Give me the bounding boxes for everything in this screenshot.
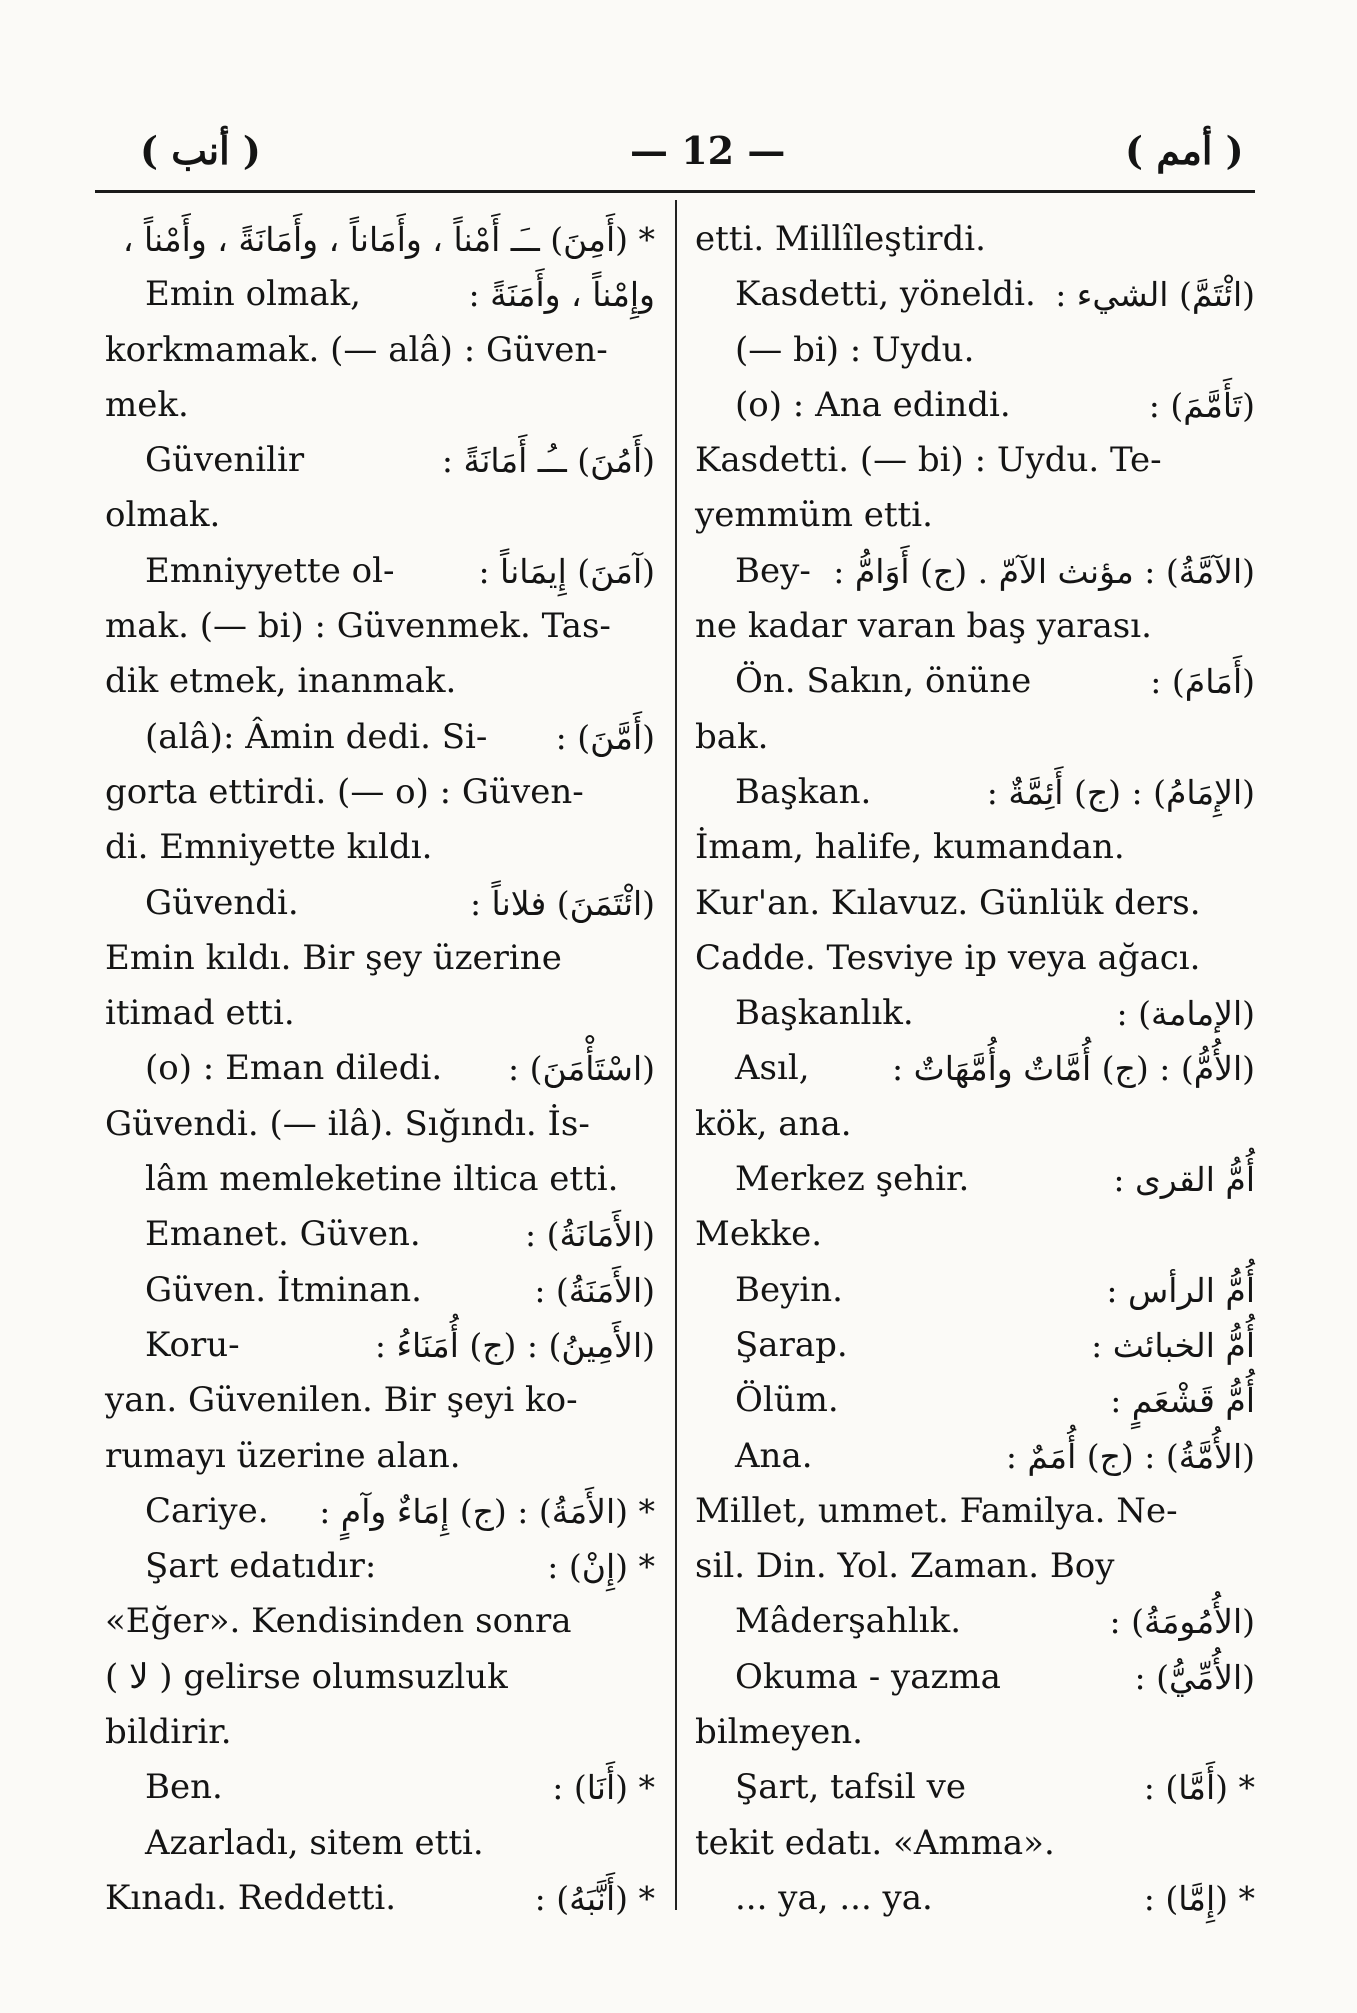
dictionary-line: [695, 654, 1255, 709]
left-running-head: ( أنب ): [140, 128, 261, 173]
dictionary-line: [695, 1207, 1255, 1262]
turkish-definition: Emin kıldı. Bir şey üzerine: [105, 937, 562, 978]
turkish-definition: Ben.: [145, 1767, 223, 1808]
turkish-definition: rumayı üzerine alan.: [105, 1435, 461, 1476]
turkish-definition: Başkan.: [735, 771, 872, 812]
turkish-definition: bak.: [695, 716, 769, 757]
turkish-definition: ( لا ) gelirse olumsuzluk: [105, 1656, 508, 1697]
turkish-definition: yemmüm etti.: [695, 495, 933, 536]
turkish-definition: mek.: [105, 384, 189, 425]
dictionary-line: [695, 1871, 1255, 1926]
turkish-definition: Kınadı. Reddetti.: [105, 1877, 397, 1918]
dictionary-line: [105, 1318, 655, 1373]
turkish-definition: Cadde. Tesviye ip veya ağacı.: [695, 937, 1201, 978]
turkish-definition: Güvendi. (— ilâ). Sığındı. İs-: [105, 1103, 590, 1144]
dictionary-line: [695, 323, 1255, 378]
dictionary-line: [105, 931, 655, 986]
dictionary-line: [695, 1318, 1255, 1373]
dictionary-line: [695, 1263, 1255, 1318]
turkish-definition: Başkanlık.: [735, 993, 914, 1034]
arabic-headword: (أَمُنَ) ــُـ أَمَانَةً :: [441, 441, 655, 481]
turkish-definition: İmam, halife, kumandan.: [695, 827, 1125, 868]
turkish-definition: tekit edatı. «Amma».: [695, 1822, 1055, 1863]
dictionary-line: [695, 1705, 1255, 1760]
turkish-definition: Kasdetti, yöneldi.: [735, 274, 1036, 315]
left-column: [105, 212, 655, 1926]
arabic-headword: (الأَمَانَةُ) :: [525, 1215, 655, 1255]
dictionary-line: [695, 1484, 1255, 1539]
dictionary-line: [105, 544, 655, 599]
arabic-headword: * (إِمَّا) :: [1143, 1878, 1255, 1918]
dictionary-line: [695, 1594, 1255, 1649]
dictionary-line: [695, 488, 1255, 543]
turkish-definition: korkmamak. (— alâ) : Güven-: [105, 329, 608, 370]
turkish-definition: Güvenilir: [145, 440, 305, 481]
dictionary-line: [695, 820, 1255, 875]
dictionary-line: [105, 212, 655, 267]
turkish-definition: Mekke.: [695, 1214, 823, 1255]
dictionary-line: [105, 1650, 655, 1705]
turkish-definition: Okuma - yazma: [735, 1656, 1001, 1697]
dictionary-line: [695, 710, 1255, 765]
dictionary-line: [105, 1041, 655, 1096]
dictionary-line: [105, 267, 655, 322]
turkish-definition: Kasdetti. (— bi) : Uydu. Te-: [695, 440, 1162, 481]
turkish-definition: Emniyyette ol-: [145, 550, 395, 591]
arabic-headword: (ائْتَمَنَ) فلاناً :: [469, 883, 655, 923]
arabic-headword: (تَأَمَّمَ) :: [1148, 385, 1255, 425]
dictionary-line: [105, 1484, 655, 1539]
turkish-definition: Bey-: [735, 550, 811, 591]
dictionary-line: [105, 599, 655, 654]
header-rule: [95, 190, 1255, 193]
turkish-definition: olmak.: [105, 495, 221, 536]
turkish-definition: di. Emniyette kıldı.: [105, 827, 433, 868]
turkish-definition: Azarladı, sitem etti.: [145, 1822, 484, 1863]
dictionary-line: [105, 433, 655, 488]
arabic-headword: (الإِمَامُ) : (ج) أَئِمَّةٌ :: [986, 772, 1255, 812]
dictionary-line: [695, 212, 1255, 267]
arabic-headword: أُمُّ قَشْعَمٍ :: [1110, 1381, 1255, 1421]
dictionary-line: [695, 765, 1255, 820]
dictionary-line: [105, 1263, 655, 1318]
turkish-definition: Millet, ummet. Familya. Ne-: [695, 1490, 1178, 1531]
arabic-headword: * (أَمِنَ) ــَـ أَمْناً ، وأَمَاناً ، وأَمَانَةً ، وأَمْناً ،: [122, 220, 655, 259]
arabic-headword: أُمُّ القرى :: [1113, 1160, 1255, 1200]
turkish-definition: Güven. İtminan.: [145, 1269, 422, 1310]
turkish-definition: Emanet. Güven.: [145, 1214, 421, 1255]
turkish-definition: Beyin.: [735, 1269, 843, 1310]
dictionary-line: [695, 433, 1255, 488]
turkish-definition: Mâderşahlık.: [735, 1601, 961, 1642]
dictionary-line: [105, 710, 655, 765]
turkish-definition: Cariye.: [145, 1490, 269, 1531]
arabic-headword: (الأَمِينُ) : (ج) أُمَنَاءُ :: [374, 1325, 655, 1365]
dictionary-line: [105, 876, 655, 931]
arabic-headword: (الأُمِّيُّ) :: [1134, 1657, 1255, 1697]
turkish-definition: Güvendi.: [145, 882, 299, 923]
turkish-definition: Ölüm.: [735, 1380, 839, 1421]
dictionary-line: [105, 1429, 655, 1484]
turkish-definition: bilmeyen.: [695, 1712, 863, 1753]
arabic-headword: (الآمَّةُ) : مؤنث الآمّ . (ج) أَوَامُّ :: [833, 551, 1255, 591]
dictionary-line: [695, 267, 1255, 322]
turkish-definition: Şart edatıdır:: [145, 1546, 377, 1587]
turkish-definition: sil. Din. Yol. Zaman. Boy: [695, 1546, 1115, 1587]
arabic-headword: * (أَنَّبَهُ) :: [534, 1878, 655, 1918]
turkish-definition: Merkez şehir.: [735, 1159, 970, 1200]
arabic-headword: (آمَنَ) إِيمَاناً :: [478, 551, 655, 591]
dictionary-line: [695, 1816, 1255, 1871]
turkish-definition: Şarap.: [735, 1324, 848, 1365]
dictionary-line: [695, 1097, 1255, 1152]
dictionary-line: [695, 1041, 1255, 1096]
turkish-definition: Emin olmak,: [145, 274, 361, 315]
turkish-definition: (o) : Ana edindi.: [735, 384, 1011, 425]
arabic-headword: (الأُمُّ) : (ج) أُمَّاتٌ وأُمَّهَاتٌ :: [892, 1049, 1255, 1089]
turkish-definition: mak. (— bi) : Güvenmek. Tas-: [105, 606, 611, 647]
turkish-definition: Koru-: [145, 1324, 240, 1365]
turkish-definition: gorta ettirdi. (— o) : Güven-: [105, 771, 584, 812]
arabic-headword: (الأَمَنَةُ) :: [534, 1270, 655, 1310]
dictionary-line: [105, 1097, 655, 1152]
dictionary-line: [105, 765, 655, 820]
turkish-definition: (— bi) : Uydu.: [735, 329, 975, 370]
arabic-headword: * (أَنَا) :: [552, 1768, 655, 1808]
arabic-headword: * (الأَمَةُ) : (ج) إِمَاءٌ وآمٍ :: [319, 1491, 655, 1531]
turkish-definition: Asıl,: [735, 1048, 810, 1089]
dictionary-line: [695, 599, 1255, 654]
turkish-definition: dik etmek, inanmak.: [105, 661, 457, 702]
dictionary-line: [105, 820, 655, 875]
dictionary-line: [105, 1705, 655, 1760]
turkish-definition: yan. Güvenilen. Bir şeyi ko-: [105, 1380, 578, 1421]
dictionary-line: [105, 1816, 655, 1871]
right-running-head: ( أمم ): [1125, 128, 1244, 173]
turkish-definition: kök, ana.: [695, 1103, 852, 1144]
dictionary-line: [105, 1760, 655, 1815]
dictionary-line: [105, 323, 655, 378]
dictionary-line: [695, 986, 1255, 1041]
dictionary-line: [695, 931, 1255, 986]
turkish-definition: ... ya, ... ya.: [735, 1877, 933, 1918]
arabic-headword: (ائْتَمَّ) الشيء :: [1055, 275, 1255, 315]
arabic-headword: (الإمامة) :: [1116, 994, 1255, 1034]
turkish-definition: bildirir.: [105, 1712, 232, 1753]
dictionary-line: [105, 1373, 655, 1428]
dictionary-line: [105, 1871, 655, 1926]
turkish-definition: ne kadar varan baş yarası.: [695, 606, 1152, 647]
dictionary-line: [105, 1594, 655, 1649]
dictionary-line: [695, 1760, 1255, 1815]
dictionary-line: [695, 1650, 1255, 1705]
arabic-headword: (الأُمَّةُ) : (ج) أُمَمٌ :: [1005, 1436, 1255, 1476]
column-divider: [675, 200, 677, 1910]
turkish-definition: Şart, tafsil ve: [735, 1767, 966, 1808]
turkish-definition: Ana.: [735, 1435, 813, 1476]
dictionary-line: [105, 378, 655, 433]
arabic-headword: أُمُّ الرأس :: [1106, 1270, 1255, 1310]
turkish-definition: «Eğer». Kendisinden sonra: [105, 1601, 572, 1642]
dictionary-line: [695, 1373, 1255, 1428]
dictionary-line: [695, 1429, 1255, 1484]
arabic-headword: * (أَمَّا) :: [1143, 1768, 1255, 1808]
arabic-headword: * (إِنْ) :: [547, 1547, 655, 1587]
dictionary-line: [695, 378, 1255, 433]
arabic-headword: (اسْتَأْمَنَ) :: [508, 1049, 655, 1089]
turkish-definition: itimad etti.: [105, 993, 295, 1034]
dictionary-line: [105, 986, 655, 1041]
page-number: — 12 —: [630, 128, 786, 173]
dictionary-line: [105, 1152, 655, 1207]
dictionary-line: [105, 654, 655, 709]
arabic-headword: أُمُّ الخبائث :: [1091, 1325, 1255, 1365]
arabic-headword: (أَمَّنَ) :: [555, 717, 655, 757]
arabic-headword: (أَمَامَ) :: [1150, 662, 1255, 702]
turkish-definition: lâm memleketine iltica etti.: [145, 1159, 619, 1200]
dictionary-line: [695, 1539, 1255, 1594]
dictionary-line: [695, 876, 1255, 931]
dictionary-line: [105, 1539, 655, 1594]
turkish-definition: Kur'an. Kılavuz. Günlük ders.: [695, 882, 1201, 923]
arabic-headword: وإِمْناً ، وأَمَنَةً :: [468, 275, 655, 315]
turkish-definition: (alâ): Âmin dedi. Si-: [145, 716, 488, 757]
turkish-definition: etti. Millîleştirdi.: [695, 219, 986, 259]
dictionary-line: [695, 1152, 1255, 1207]
right-column: [695, 212, 1255, 1926]
turkish-definition: (o) : Eman diledi.: [145, 1048, 443, 1089]
dictionary-line: [105, 488, 655, 543]
arabic-headword: (الأُمُومَةُ) :: [1109, 1602, 1255, 1642]
dictionary-line: [105, 1207, 655, 1262]
turkish-definition: Ön. Sakın, önüne: [735, 661, 1032, 702]
page-header: [0, 0, 1357, 200]
dictionary-line: [695, 544, 1255, 599]
